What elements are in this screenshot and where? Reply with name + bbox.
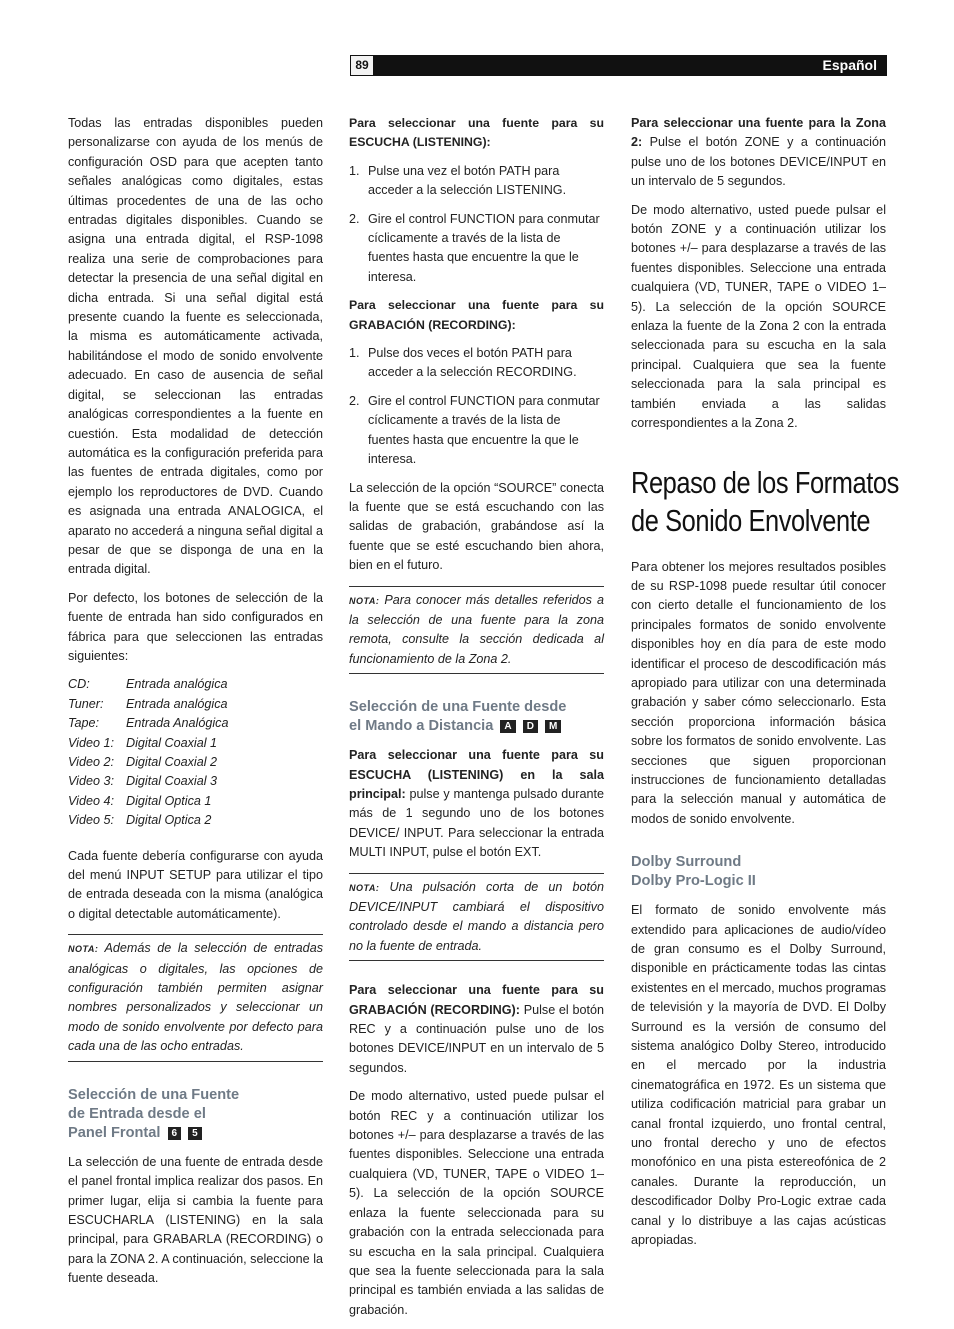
formats-paragraph: Para obtener los mejores resultados posibles de su RSP-1098 puede resultar útil conocer con cierto detalle el funcionamiento de los principales formatos de sonido envolvente disponibles hoy en día para de este modo identificar el proceso de descodificación más apropiado para utilizar con una determinada grabación y saber cómo seleccionarlo. Esta sección proporciona información básica sobre los formatos de sonido envolvente. Las secciones que siguen proporcionan instrucciones de funcionamiento detalladas para la selección manual y automática de modos de sonido envolvente.: [631, 559, 886, 826]
language-label: Español: [822, 57, 877, 73]
list-item: Video 1: Digital Coaxial 1: [68, 735, 217, 750]
note-box: [349, 873, 604, 962]
button-badge: A: [500, 720, 515, 733]
column-3: [631, 114, 899, 1260]
list-item: 1. Pulse dos veces el botón PATH para acceder a la selección RECORDING.: [349, 346, 577, 380]
dolby-paragraph: El formato de sonido envolvente más extendido para aplicaciones de audio/vídeo de gran consumo es el Dolby Surround, disponible en prácticamente todas las cintas existentes en el mercado, muchos programas de televisión y la mayoría de DVD. El Dolby Surround es la versión de consumo del sistema analógico Dolby Stereo, introducido en el mercado por la industria cinematográfica en 1972. Es un sistema que utiliza codificación matricial para grabar un canal frontal izquierdo, uno frontal central, uno frontal derecho y uno de efectos monofónico en una pista estereofónica de 2 canales. Durante la reproducción, un descodificador Dolby Pro-Logic extrae cada canal y lo distribuye a las cajas acústicas apropiadas.: [631, 903, 886, 1248]
zone-paragraph: Para seleccionar una fuente para la Zona 2: Pulse el botón ZONE y a continuación pulse uno de los botones DEVICE/INPUT en un intervalo de 5 segundos.: [631, 116, 886, 189]
header-bar: [350, 55, 887, 76]
recording-steps: [349, 344, 604, 469]
note-text: Además de la selección de entradas analógicas o digitales, las opciones de configuración también permiten asignar nombres personalizados y seleccionar un modo de sonido envolvente por defecto para cada una de las ocho entradas.: [68, 941, 323, 1054]
list-item: Video 4: Digital Optica 1: [68, 793, 212, 808]
intro-paragraph: Todas las entradas disponibles pueden personalizarse con ayuda de los menús de configuración OSD para que acepten tanto señales analógicas como digitales, estas últimas procedentes de una de las ocho entradas digitales disponibles. Cuando se asigna una entrada digital, el RSP-1098 realiza una serie de comprobaciones para detectar la presencia de una señal digital en dicha entrada. Si una señal digital está presente cuando la fuente es seleccionada, la misma es automáticamente activada, habilitándose el modo de sonido envolvente adecuado. En caso de ausencia de señal digital, se seleccionan las entradas analógicas correspondientes a la fuente en cuestión. Esta modalidad de detección automática es la configuración preferida para las fuentes de entrada digitales, como por ejemplo los reproductores de DVD. Cuando es asignada una entrada ANALOGICA, el aparato no accederá a ninguna señal digital a pesar de que se disponga de una en la entrada digital.: [68, 116, 323, 577]
zone-alt-paragraph: De modo alternativo, usted puede pulsar el botón ZONE y a continuación utilizar los botones +/– para desplazarse a través de las fuentes disponibles. Seleccione una entrada cualquiera (VD, TUNER, TAPE o VIDEO 1–5). La selección de la opción SOURCE enlaza la fuente de la Zona 2 con la entrada seleccionada para su escucha en la sala principal. Cualquiera que sea la fuente seleccionada para la sala principal es también enviada a las salidas correspondientes a la Zona 2.: [631, 202, 886, 431]
section-heading: Selección de una Fuente de Entrada desde el Panel Frontal 6 5: [68, 1086, 240, 1141]
note-text: Una pulsación corta de un botón DEVICE/INPUT cambiará el dispositivo controlado desde el mando a distancia pero no la fuente de entrada.: [349, 879, 604, 953]
listening-lead: Para seleccionar una fuente para su ESCUCHA (LISTENING):: [349, 116, 604, 150]
list-item: CD: Entrada analógica: [68, 677, 228, 692]
column-1: [68, 114, 323, 1298]
note-text: Para conocer más detalles referidos a la selección de una fuente para la zona remota, consulte la sección dedicada al funcionamiento de la Zona 2.: [349, 592, 604, 666]
list-item: Video 5: Digital Optica 2: [68, 813, 212, 828]
list-item: Video 3: Digital Coaxial 3: [68, 774, 217, 789]
section-heading: Dolby Surround Dolby Pro-Logic II: [631, 854, 756, 890]
list-item: Video 2: Digital Coaxial 2: [68, 755, 217, 769]
list-item: 1. Pulse una vez el botón PATH para acceder a la selección LISTENING.: [349, 163, 567, 198]
note-label: NOTA:: [68, 944, 99, 955]
section-heading: Selección de una Fuente desde el Mando a Distancia A D M: [349, 699, 567, 735]
default-paragraph: Por defecto, los botones de selección de la fuente de entrada han sido configurados en fábrica para que seleccionen las entradas siguientes:: [68, 590, 323, 663]
section-title: Repaso de los Formatos de Sonido Envolvente: [631, 464, 899, 538]
alt-paragraph: De modo alternativo, usted puede pulsar el botón REC y a continuación utilizar los botones +/– para desplazarse a través de las fuentes disponibles. Seleccione una entrada cualquiera (VD, TUNER, TAPE o VIDEO 1–5). La selección de la opción SOURCE enlaza la fuente seleccionada para su grabación con la entrada seleccionada para su escucha en la sala principal. Cualquiera que sea la fuente seleccionada para la sala principal es también enviada a las salidas de grabación.: [349, 1089, 604, 1317]
recording-lead: Para seleccionar una fuente para su GRABACIÓN (RECORDING):: [349, 298, 604, 332]
note-label: NOTA:: [349, 882, 380, 893]
default-inputs-list: [68, 675, 323, 830]
note-box: [349, 586, 604, 675]
panel-paragraph: La selección de una fuente de entrada desde el panel frontal implica realizar dos pasos. En primer lugar, elija si cambia la fuente para ESCUCHARLA (LISTENING) en la sala principal, para GRABARLA (RECORDING) o para la ZONA 2. A continuación, seleccione la fuente deseada.: [68, 1154, 323, 1286]
button-badge: D: [523, 720, 538, 733]
page-number: 89: [350, 55, 374, 76]
list-item: Tuner: Entrada analógica: [68, 696, 228, 711]
list-item: 2. Gire el control FUNCTION para conmutar cíclicamente a través de la lista de fuentes hasta que encuentre la que le interesa.: [349, 393, 600, 467]
config-paragraph: Cada fuente debería configurarse con ayuda del menú INPUT SETUP para utilizar el tipo de entrada deseada con la misma (analógica o digital detectable automáticamente).: [68, 848, 323, 921]
list-item: Tape: Entrada Analógica: [68, 716, 229, 731]
listening-steps: [349, 162, 604, 287]
remote-paragraph: Para seleccionar una fuente para su ESCUCHA (LISTENING) en la sala principal: pulse y mantenga pulsado durante más de 1 segundo uno de los botones DEVICE/ INPUT. Para seleccionar la entrada MULTI INPUT, pulse el botón EXT.: [349, 748, 604, 860]
column-2: [349, 114, 604, 1329]
button-badge: 6: [168, 1127, 182, 1140]
rec-remote-paragraph: Para seleccionar una fuente para su GRABACIÓN (RECORDING): Pulse el botón REC y a continuación pulse uno de los botones DEVICE/INPUT en un intervalo de 5 segundos.: [349, 983, 604, 1075]
note-label: NOTA:: [349, 595, 380, 606]
button-badge: 5: [188, 1127, 202, 1140]
list-item: 2. Gire el control FUNCTION para conmutar cíclicamente a través de la lista de fuentes hasta que encuentre la que le interesa.: [349, 211, 600, 284]
button-badge: M: [545, 720, 561, 733]
source-paragraph: La selección de la opción “SOURCE” conecta la fuente que se está escuchando con las salidas de grabación, grabándose así la fuente que se esté escuchando bien ahora, bien en el futuro.: [349, 480, 604, 573]
note-box: [68, 934, 323, 1061]
